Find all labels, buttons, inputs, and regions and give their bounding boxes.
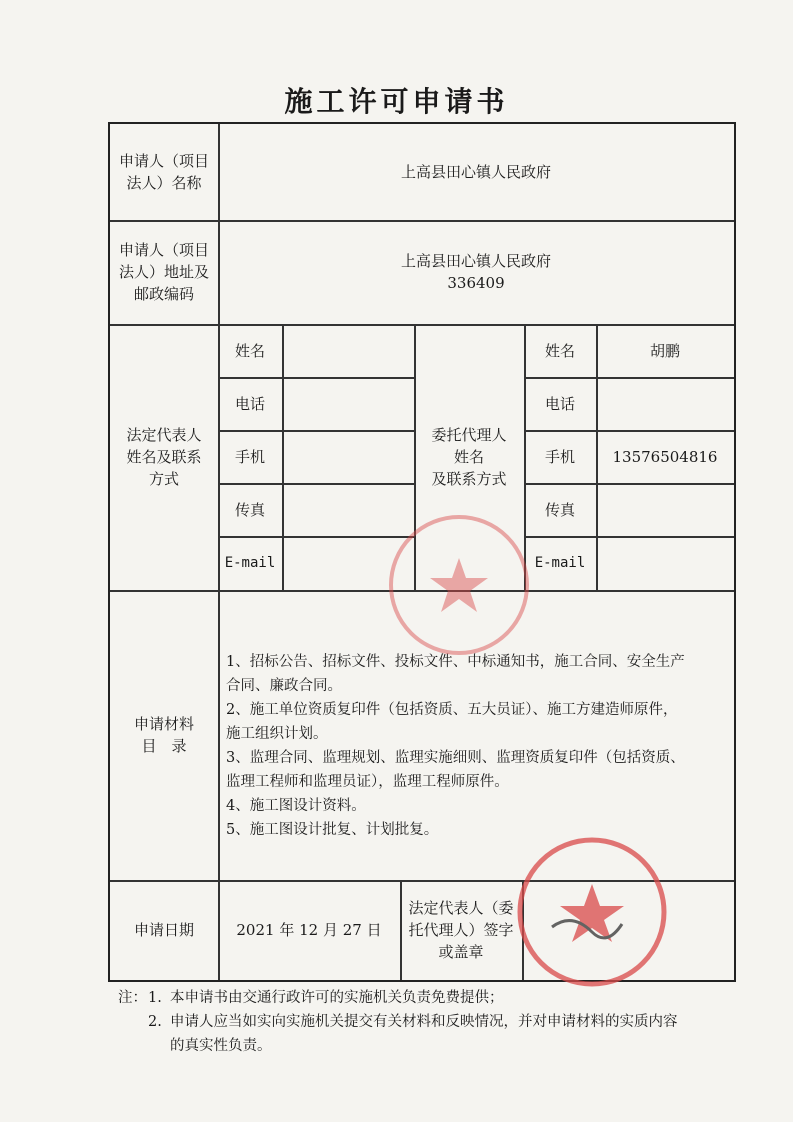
label-line: 托代理人）签字	[408, 921, 514, 939]
agent-fax-label: 传真	[544, 500, 575, 519]
legal-rep-label	[110, 324, 218, 590]
agent-mobile-value: 13576504816	[612, 447, 718, 466]
official-seal-faded	[384, 510, 534, 660]
label-line: 申请人（项目	[118, 241, 209, 259]
agent-name-value: 胡鹏	[649, 341, 680, 360]
page-title: 施工许可申请书	[284, 85, 509, 118]
legal-rep-mobile-label: 手机	[234, 447, 265, 466]
label-line: 姓名	[453, 448, 484, 466]
notes-section	[118, 986, 758, 1058]
label-line: 法定代表人（委	[408, 899, 514, 917]
materials-label	[110, 590, 218, 880]
label-line: 目 录	[141, 737, 187, 755]
legal-rep-name-value	[282, 324, 414, 377]
label-line: 方式	[148, 470, 179, 488]
label-line: 及联系方式	[431, 470, 507, 488]
note-number: 2.	[148, 1014, 162, 1030]
label-line: 委托代理人	[431, 426, 507, 444]
notes-prefix: 注：	[118, 990, 147, 1006]
note-text: 的真实性负责。	[170, 1038, 272, 1054]
legal-rep-fax-label: 传真	[234, 500, 265, 519]
address-line: 上高县田心镇人民政府	[400, 252, 551, 270]
note-number: 1.	[148, 990, 162, 1006]
materials-list	[226, 650, 726, 842]
note-item	[118, 1010, 758, 1034]
agent-email-label: E-mail	[534, 555, 586, 571]
agent-name-label: 姓名	[544, 341, 575, 360]
materials-line: 施工组织计划。	[226, 726, 328, 742]
date-label: 申请日期	[133, 921, 194, 939]
applicant-name-label	[110, 124, 218, 220]
materials-line: 3、监理合同、监理规划、监理实施细则、监理资质复印件（包括资质、	[226, 750, 685, 766]
materials-line: 合同、廉政合同。	[226, 678, 342, 694]
legal-rep-mobile-value	[282, 430, 414, 483]
legal-rep-email-label: E-mail	[224, 555, 276, 571]
label-line: 申请材料	[133, 715, 194, 733]
date-value: 2021 年 12 月 27 日	[236, 921, 382, 939]
address-value	[218, 220, 734, 324]
applicant-name-value: 上高县田心镇人民政府	[400, 163, 551, 181]
signature-label	[400, 880, 522, 980]
note-text: 本申请书由交通行政许可的实施机关负责免费提供；	[170, 990, 504, 1006]
label-line: 法人）地址及	[118, 263, 209, 281]
address-label	[110, 220, 218, 324]
note-text: 申请人应当如实向实施机关提交有关材料和反映情况，并对申请材料的实质内容	[170, 1014, 678, 1030]
agent-email-value	[596, 536, 734, 590]
legal-rep-phone-label: 电话	[234, 394, 265, 413]
label-line: 或盖章	[438, 943, 484, 961]
note-item	[118, 1034, 758, 1058]
materials-line: 4、施工图设计资料。	[226, 798, 366, 814]
materials-line: 2、施工单位资质复印件（包括资质、五大员证）、施工方建造师原件，	[226, 702, 678, 718]
agent-phone-value	[596, 377, 734, 430]
materials-line: 5、施工图设计批复、计划批复。	[226, 822, 439, 838]
legal-rep-name-label: 姓名	[234, 341, 265, 360]
official-seal	[512, 832, 672, 992]
label-line: 姓名及联系	[126, 448, 202, 466]
agent-phone-label: 电话	[544, 394, 575, 413]
label-line: 法定代表人	[126, 426, 202, 444]
postal-code: 336409	[447, 274, 505, 292]
agent-fax-value	[596, 483, 734, 536]
label-line: 邮政编码	[133, 285, 194, 303]
label-line: 法人）名称	[126, 174, 202, 192]
legal-rep-phone-value	[282, 377, 414, 430]
agent-mobile-label: 手机	[544, 447, 575, 466]
label-line: 申请人（项目	[118, 152, 209, 170]
materials-line: 监理工程师和监理员证），监理工程师原件。	[226, 774, 509, 790]
materials-line: 1、招标公告、招标文件、投标文件、中标通知书，施工合同、安全生产	[226, 654, 685, 670]
